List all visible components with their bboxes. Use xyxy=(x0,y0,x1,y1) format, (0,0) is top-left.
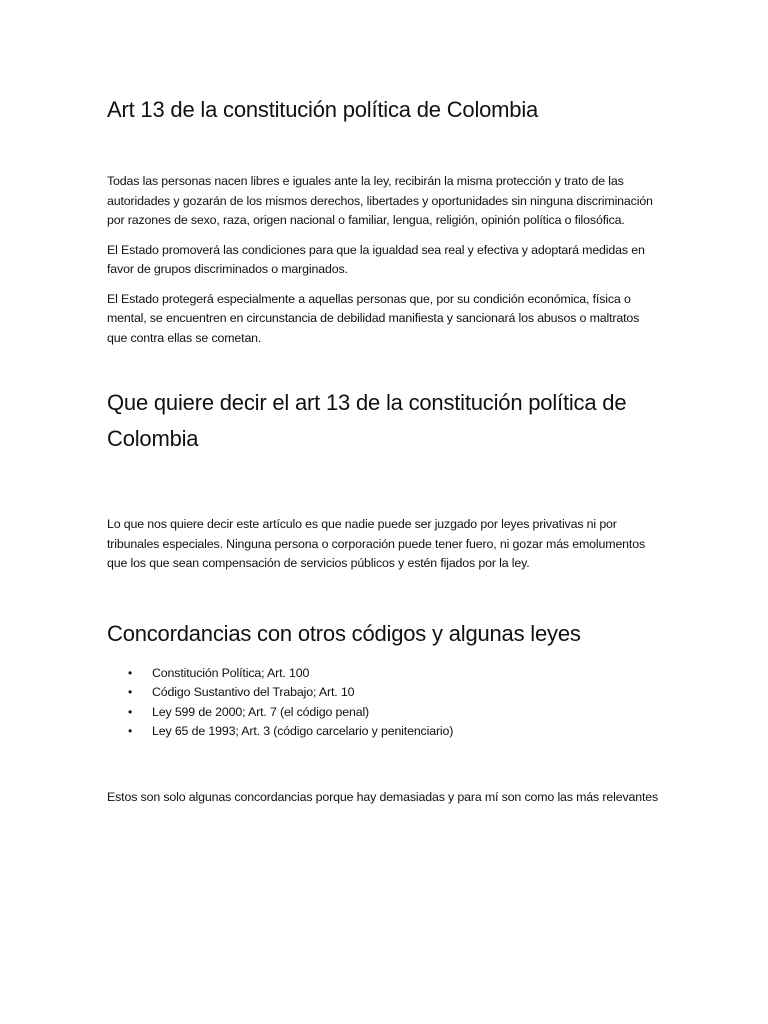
list-item xyxy=(107,664,660,684)
heading-meaning: Que quiere decir el art 13 de la constitución política de Colombia xyxy=(107,390,627,451)
paragraph-meaning: Lo que nos quiere decir este artículo es que nadie puede ser juzgado por leyes privativas ni por tribunales especiales. Ninguna persona o corporación puede tener fuero, ni gozar más emolumentos que los que sean compensación de servicios públicos y estén fijados por la ley. xyxy=(107,517,646,570)
bullet-icon: • xyxy=(128,665,133,680)
list-item xyxy=(107,703,660,723)
list-item-text: Ley 599 de 2000; Art. 7 (el código penal) xyxy=(152,704,370,719)
paragraph-closing: Estos son solo algunas concordancias porque hay demasiadas y para mí son como las más relevantes xyxy=(107,789,659,804)
list-item-text: Constitución Política; Art. 100 xyxy=(152,665,310,680)
concordancias-list xyxy=(107,664,660,742)
paragraph-state-protects: El Estado protegerá especialmente a aquellas personas que, por su condición económica, física o mental, se encuentren en circunstancia de debilidad manifiesta y sancionará los abusos o maltratos que contra ellas se cometan. xyxy=(107,291,640,345)
paragraph-state-promotes: El Estado promoverá las condiciones para que la igualdad sea real y efectiva y adoptará medidas en favor de grupos discriminados o marginados. xyxy=(107,242,645,276)
heading-concordancias: Concordancias con otros códigos y algunas leyes xyxy=(107,620,581,646)
list-item xyxy=(107,683,660,703)
list-item xyxy=(107,722,660,742)
bullet-icon: • xyxy=(128,685,133,699)
list-item-text: Ley 65 de 1993; Art. 3 (código carcelario y penitenciario) xyxy=(152,724,454,738)
paragraph-equality: Todas las personas nacen libres e iguales ante la ley, recibirán la misma protección y trato de las autoridades y gozarán de los mismos derechos, libertades y oportunidades sin ninguna discriminación por razones de sexo, raza, origen nacional o familiar, lengua, religión, opinión política o filosófica. xyxy=(107,174,653,227)
bullet-icon: • xyxy=(128,724,133,738)
bullet-icon: • xyxy=(128,704,133,719)
list-item-text: Código Sustantivo del Trabajo; Art. 10 xyxy=(152,685,355,699)
heading-art13: Art 13 de la constitución política de Colombia xyxy=(107,97,539,122)
